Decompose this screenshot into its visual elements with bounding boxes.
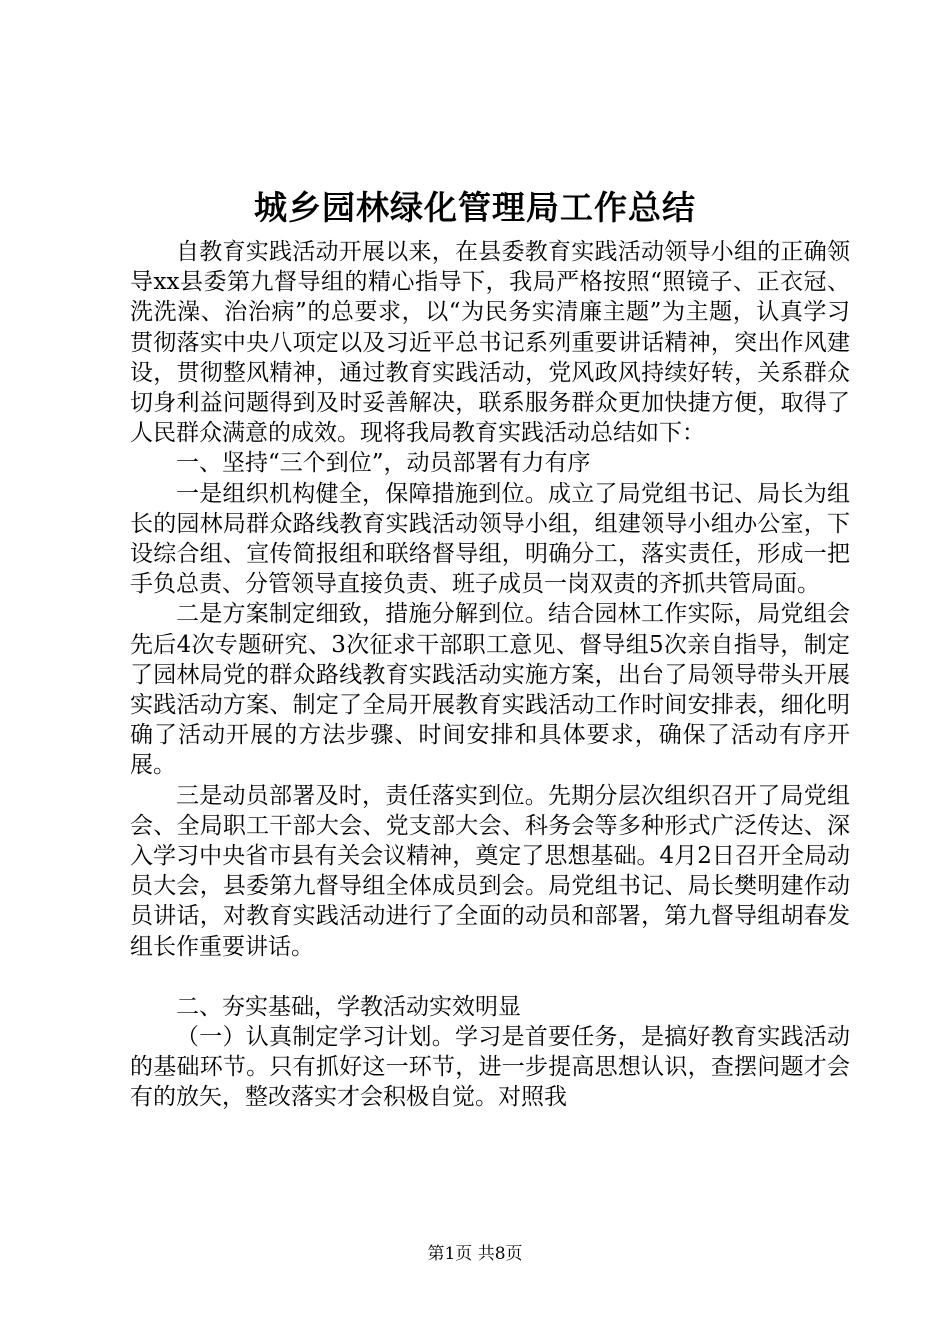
body-paragraph: 一是组织机构健全，保障措施到位。成立了局党组书记、局长为组长的园林局群众路线教育实践活动领导小组，组建领导小组办公室，下设综合组、宣传简报组和联络督导组，明确分工，落实责任，形成一把手负总责、分管领导直接负责、班子成员一岗双责的齐抓共管局面。 — [130, 480, 850, 598]
document-body — [130, 237, 850, 1113]
section-heading-1: 一、坚持“三个到位”，动员部署有力有序 — [176, 450, 591, 477]
section-heading-2: 二、夯实基础，学教活动实效明显 — [176, 993, 521, 1020]
paragraph-gap — [130, 962, 850, 992]
body-paragraph: 三是动员部署及时，责任落实到位。先期分层次组织召开了局党组会、全局职工干部大会、党支部大会、科务会等多种形式广泛传达、深入学习中央省市县有关会议精神，奠定了思想基础。4月2日召开全局动员大会，县委第九督导组全体成员到会。局党组书记、局长樊明建作动员讲话，对教育实践活动进行了全面的动员和部署，第九督导组胡春发组长作重要讲话。 — [130, 782, 850, 960]
intro-paragraph: 自教育实践活动开展以来，在县委教育实践活动领导小组的正确领导xx县委第九督导组的精心指导下，我局严格按照“照镜子、正衣冠、洗洗澡、治治病”的总要求，以“为民务实清廉主题”为主题，认真学习贯彻落实中央八项定以及习近平总书记系列重要讲话精神，突出作风建设，贯彻整风精神，通过教育实践活动，党风政风持续好转，关系群众切身利益问题得到及时妥善解决，联系服务群众更加快捷方便，取得了人民群众满意的成效。现将我局教育实践活动总结如下： — [130, 239, 850, 447]
page-footer: 第1页 共8页 — [427, 1244, 523, 1264]
body-paragraph: （一）认真制定学习计划。学习是首要任务，是搞好教育实践活动的基础环节。只有抓好这一环节，进一步提高思想认识，查摆问题才会有的放矢，整改落实才会积极自觉。对照我 — [130, 1024, 850, 1111]
body-paragraph: 二是方案制定细致，措施分解到位。结合园林工作实际，局党组会先后4次专题研究、3次征求干部职工意见、督导组5次亲自指导，制定了园林局党的群众路线教育实践活动实施方案，出台了局领导带头开展实践活动方案、制定了全局开展教育实践活动工作时间安排表，细化明确了活动开展的方法步骤、时间安排和具体要求，确保了活动有序开展。 — [130, 601, 850, 779]
document-title: 城乡园林绿化管理局工作总结 — [254, 188, 696, 227]
